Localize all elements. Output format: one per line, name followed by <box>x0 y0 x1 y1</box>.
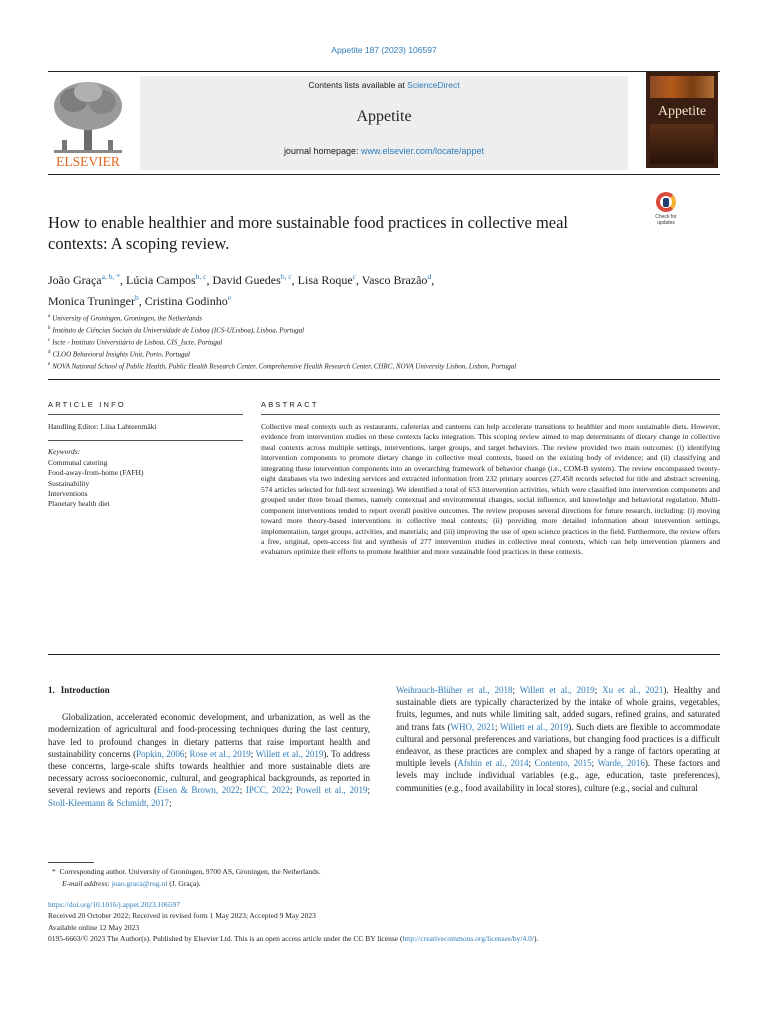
article-info-divider <box>48 414 243 415</box>
affiliation-marker: d <box>48 349 51 355</box>
doi-link[interactable]: https://doi.org/10.1016/j.appet.2023.106597 <box>48 900 181 909</box>
author-affiliation-marker[interactable]: b, c <box>280 272 292 281</box>
keyword: Interventions <box>48 489 88 499</box>
citation-link[interactable]: Eisen & Brown, 2022 <box>157 785 240 796</box>
body-text: ; <box>494 721 501 732</box>
abstract-bottom-divider <box>48 654 720 655</box>
body-text: ; <box>184 748 190 759</box>
publication-info <box>48 899 738 945</box>
license-link[interactable]: http://creativecommons.org/licenses/by/4.0/ <box>402 934 534 944</box>
section-heading <box>48 684 370 696</box>
author-affiliation-marker[interactable]: b <box>135 293 139 302</box>
body-text: ). These factors and levels may include individual variables (e.g., age, education, taste preferences), communities (e.g., food availability in local stores), culture (e.g., social and cultural <box>396 758 720 793</box>
body-text: ). To address these concerns, large-scale shifts towards healthier and more sustainable diets are necessary across socioeconomic, cultural, and geographical backgrounds, as reported in several reviews and reports ( <box>48 748 370 796</box>
journal-name: Appetite <box>356 108 412 125</box>
author-affiliation-marker[interactable]: b, c <box>195 272 207 281</box>
cover-title: Appetite <box>657 104 707 119</box>
body-text: ). Such diets are flexible to accommodate cultural and personal preferences and variations, but changing food practices is a difficult endeavor, as these practices are complex and shaped by a range of factors operating at multiple levels ( <box>396 721 721 769</box>
abstract-text: Collective meal contexts such as restaurants, cafeterias and canteens can help accelerate transitions to healthier and more sustainable diets. However, evidence from intervention studies on these contexts lacks integration. This scoping review aimed to map determinants of dietary change in collective meal contexts across multiple settings, interventions, target groups, and target behaviors. The review provided two main outcomes: (i) identifying intervention components to promote dietary change in collective meal contexts, based on the existing body of evidence; and (ii) classifying and integrating these intervention components into an overarching framework of behavior change (i.e., COM-B system). The review encompassed twenty-eight databases via two indexing services and extracted information from 232 primary sources (27,458 records selected for title and abstract screening, 574 articles selected for full-text screening). We identified a total of 653 intervention activities, which were classified into intervention components and grouped under three broad themes, namely contextual and environmental changes, social influence, and knowledge and behavioral regulation. Multi-component interventions tended to report overall positive outcomes. The review proposes several directions for future research, including: (i) moving toward more theory-based interventions in collective meal contexts; (ii) providing more detailed information about intervention settings, implementation, target groups, activities, and materials; and (iii) improving the use of open science practices in the field. Furthermore, the review offers a free, original, open-access list and synthesis of 277 intervention studies in collective meal contexts, which can help intervention planners and evaluators optimize their efforts to promote healthier and more sustainable food practices in these contexts. <box>261 422 720 557</box>
citation-link[interactable]: Willett et al., 2019 <box>255 748 324 759</box>
received-dates: Received 20 October 2022; Received in revised form 1 May 2023; Accepted 9 May 2023 <box>48 911 316 921</box>
body-text: ; <box>528 758 535 769</box>
author-affiliation-marker[interactable]: e <box>227 293 232 302</box>
intro-paragraph-left <box>48 711 370 809</box>
affiliation-item <box>48 324 720 336</box>
author-name[interactable]: Vasco Brazão <box>361 273 428 287</box>
section-divider <box>48 379 720 380</box>
citation-link[interactable]: Contento, 2015 <box>534 758 592 769</box>
body-text: ; <box>594 685 603 695</box>
journal-masthead <box>48 71 720 175</box>
keywords-divider <box>48 440 243 441</box>
citation-link[interactable]: Popkin, 2006 <box>136 748 185 759</box>
footnote-divider <box>48 862 94 863</box>
affiliation-text: CLOO Behavioral Insights Unit, Porto, Portugal <box>52 350 190 359</box>
author-affiliation-marker[interactable]: a, b, * <box>101 272 120 281</box>
author-name[interactable]: Lisa Roque <box>297 273 353 287</box>
author-name[interactable]: Lúcia Campos <box>125 273 196 287</box>
author-separator: , <box>291 273 298 287</box>
elsevier-logo <box>48 78 128 170</box>
author-separator: , <box>431 273 435 287</box>
journal-cover-image <box>646 72 718 168</box>
author-affiliation-marker[interactable]: d <box>427 272 432 281</box>
body-text: Globalization, accelerated economic development, and urbanization, as well as the modernization of agricultural and food-processing techniques during the last century, have led to profound changes in dietary patterns that raise important health and sustainability concerns ( <box>48 712 370 759</box>
author-separator: , <box>206 273 213 287</box>
journal-citation[interactable]: Appetite 187 (2023) 106597 <box>331 45 437 55</box>
email-line: E-mail address: joao.graca@rug.nl (J. Graça). <box>62 879 201 888</box>
body-text: ). Healthy and sustainable diets are typically characterized by the intake of whole grains, vegetables, fruits, legumes, and nuts while limiting salt, added sugars, refined grains, and saturated and trans fats ( <box>396 685 720 732</box>
corresponding-footnote <box>52 866 712 890</box>
affiliation-marker: c <box>48 337 51 343</box>
cover-art-lower <box>650 124 714 164</box>
body-column-right <box>396 684 720 794</box>
check-updates-label: Check for updates <box>655 214 677 226</box>
affiliation-marker: e <box>48 361 51 367</box>
author-name[interactable]: David Guedes <box>212 273 281 287</box>
citation-link[interactable]: Warde, 2016 <box>597 758 645 769</box>
elsevier-tree-icon <box>54 82 122 153</box>
affiliation-text: Instituto de Ciências Sociais da Universidade de Lisboa (ICS-ULisboa), Lisboa, Portugal <box>52 326 305 335</box>
author-separator: , <box>119 273 126 287</box>
keyword: Food-away-from-home (FAFH) <box>48 468 144 478</box>
body-text: ; <box>289 785 296 796</box>
citation-link[interactable]: IPCC, 2022 <box>245 785 290 796</box>
affiliation-item <box>48 360 720 372</box>
check-for-updates-button[interactable] <box>648 192 684 230</box>
body-text: ; <box>512 685 520 695</box>
homepage-link[interactable]: www.elsevier.com/locate/appet <box>361 146 485 156</box>
keyword: Planetary health diet <box>48 499 110 509</box>
email-link[interactable]: joao.graca@rug.nl <box>111 879 168 888</box>
citation-link[interactable]: Xu et al., 2021 <box>602 685 664 695</box>
corresponding-author: * Corresponding author. University of Groningen, 9700 AS, Groningen, the Netherlands. <box>52 867 321 876</box>
affiliation-text: NOVA National School of Public Health, Public Health Research Center, Comprehensive Health Research Center, CHRC, NOVA University Lisbon, Lisbon, Portugal <box>52 362 517 371</box>
citation-link[interactable]: Stoll-Kleemann & Schmidt, 2017 <box>48 797 169 808</box>
keyword: Sustainability <box>48 478 90 488</box>
affiliation-marker: a <box>48 314 51 319</box>
author-name[interactable]: Cristina Godinho <box>144 294 228 308</box>
affiliation-text: Iscte - Instituto Universitário de Lisboa, CIS_Iscte, Portugal <box>52 338 223 347</box>
citation-link[interactable]: Weihrauch-Blüher et al., 2018 <box>396 685 513 695</box>
author-separator: , <box>138 294 145 308</box>
body-text: ; <box>169 797 172 808</box>
affiliation-text: University of Groningen, Groningen, the Netherlands <box>52 314 203 323</box>
keywords-label: Keywords: <box>48 447 81 457</box>
keyword: Communal catering <box>48 457 108 467</box>
affiliation-item <box>48 312 720 324</box>
available-online: Available online 12 May 2023 <box>48 922 140 932</box>
keyword-list <box>48 458 243 510</box>
body-text: ; <box>591 758 598 769</box>
cover-art <box>650 76 714 98</box>
article-info-panel <box>48 422 243 510</box>
intro-paragraph-right <box>396 684 720 794</box>
author-list <box>48 268 720 310</box>
body-text: ; <box>239 785 246 796</box>
abstract-heading: ABSTRACT <box>261 400 319 409</box>
citation-link[interactable]: Powell et al., 2019 <box>296 785 368 796</box>
author-separator: , <box>356 273 362 287</box>
affiliation-item <box>48 336 720 348</box>
author-name[interactable]: João Graça <box>48 273 102 287</box>
article-title: How to enable healthier and more sustainable food practices in collective meal contexts: A scoping review. <box>48 213 569 253</box>
sciencedirect-link[interactable]: ScienceDirect <box>407 80 460 90</box>
author-affiliation-marker[interactable]: c <box>352 272 356 281</box>
citation-link[interactable]: Rose et al., 2019 <box>189 748 251 759</box>
body-text: ; <box>367 785 370 796</box>
license-line: 0195-6663/© 2023 The Author(s). Published by Elsevier Ltd. This is an open access article under the CC BY license (http://creativecommons.org/licenses/by/4.0/). <box>48 934 539 944</box>
handling-editor: Handling Editor: Liisa Lahteenmäki <box>48 422 157 431</box>
check-updates-icon <box>656 192 676 212</box>
affiliation-list <box>48 312 720 372</box>
abstract-divider <box>261 414 720 415</box>
affiliation-marker: b <box>48 325 51 331</box>
citation-link[interactable]: Willett et al., 2019 <box>519 685 595 695</box>
author-name[interactable]: Monica Truninger <box>48 294 135 308</box>
article-info-heading: ARTICLE INFO <box>48 400 126 409</box>
journal-info-box <box>140 76 628 170</box>
body-column-left <box>48 684 370 809</box>
citation-link[interactable]: WHO, 2021 <box>450 721 495 732</box>
contents-available: Contents lists available at ScienceDirect <box>308 80 460 90</box>
journal-homepage: journal homepage: www.elsevier.com/locate/appet <box>283 146 485 156</box>
section-title: Introduction <box>60 685 110 695</box>
publisher-name: ELSEVIER <box>56 154 120 169</box>
section-number: 1. <box>48 685 55 695</box>
citation-link[interactable]: Afshin et al., 2014 <box>457 758 529 769</box>
citation-link[interactable]: Willett et al., 2019 <box>500 721 569 732</box>
affiliation-item <box>48 348 720 360</box>
body-text: ; <box>250 748 256 759</box>
